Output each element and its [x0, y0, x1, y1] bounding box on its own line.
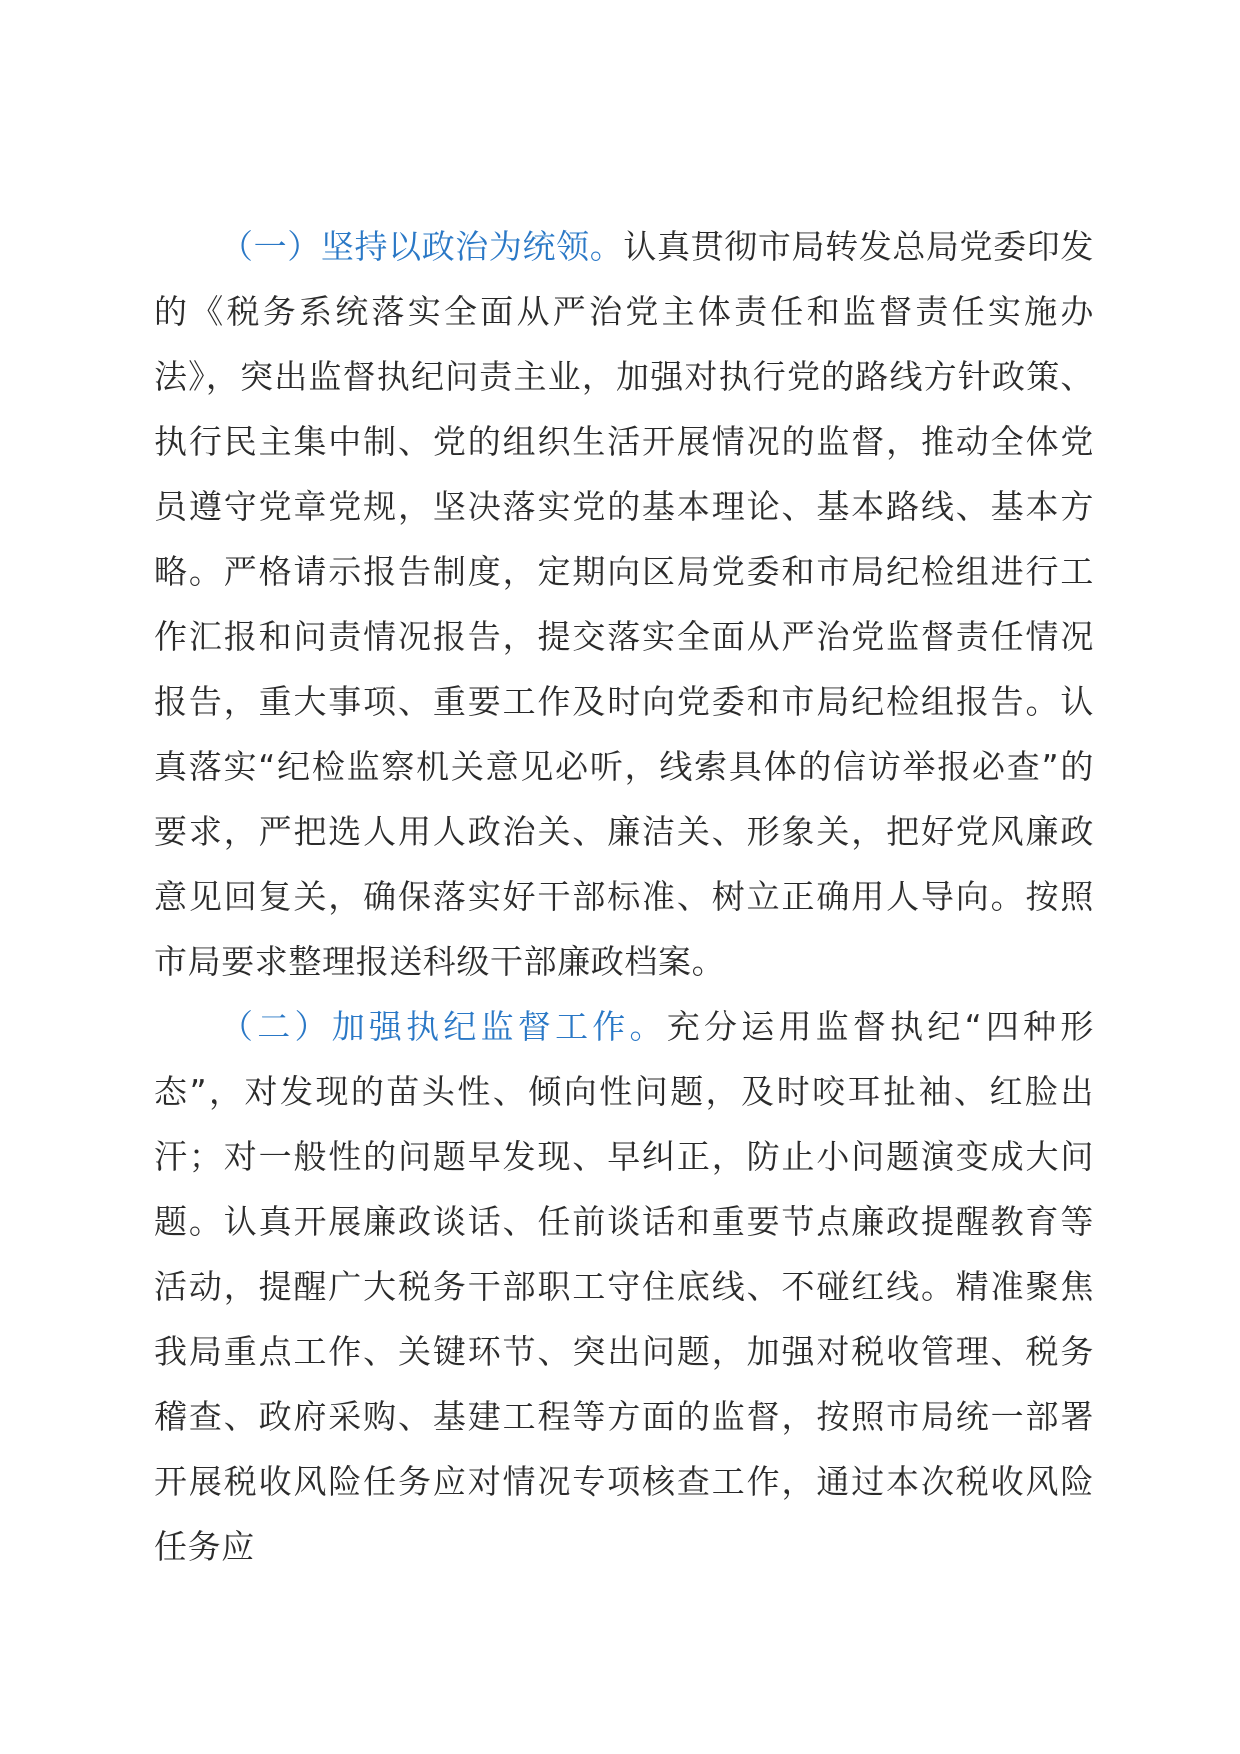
paragraph-1 [154, 214, 1094, 994]
paragraph-1-text: 认真贯彻市局转发总局党委印发的《税务系统落实全面从严治党主体责任和监督责任实施办法》，突出监督执纪问责主业，加强对执行党的路线方针政策、执行民主集中制、党的组织生活开展情况的监督，推动全体党员遵守党章党规，坚决落实党的基本理论、基本路线、基本方略。严格请示报告制度，定期向区局党委和市局纪检组进行工作汇报和问责情况报告，提交落实全面从严治党监督责任情况报告，重大事项、重要工作及时向党委和市局纪检组报告。认真落实“纪检监察机关意见必听，线索具体的信访举报必查”的要求，严把选人用人政治关、廉洁关、形象关，把好党风廉政意见回复关，确保落实好干部标准、树立正确用人导向。按照市局要求整理报送科级干部廉政档案。 [154, 227, 1094, 981]
paragraph-2-heading: （二）加强执纪监督工作。 [220, 1007, 667, 1046]
paragraph-2-text: 充分运用监督执纪“四种形态”，对发现的苗头性、倾向性问题，及时咬耳扯袖、红脸出汗；对一般性的问题早发现、早纠正，防止小问题演变成大问题。认真开展廉政谈话、任前谈话和重要节点廉政提醒教育等活动，提醒广大税务干部职工守住底线、不碰红线。精准聚焦我局重点工作、关键环节、突出问题，加强对税收管理、税务稽查、政府采购、基建工程等方面的监督，按照市局统一部署开展税收风险任务应对情况专项核查工作，通过本次税收风险任务应 [154, 1007, 1094, 1566]
paragraph-1-heading: （一）坚持以政治为统领。 [220, 227, 624, 266]
paragraph-2 [154, 994, 1094, 1579]
document-body [154, 214, 1094, 1579]
